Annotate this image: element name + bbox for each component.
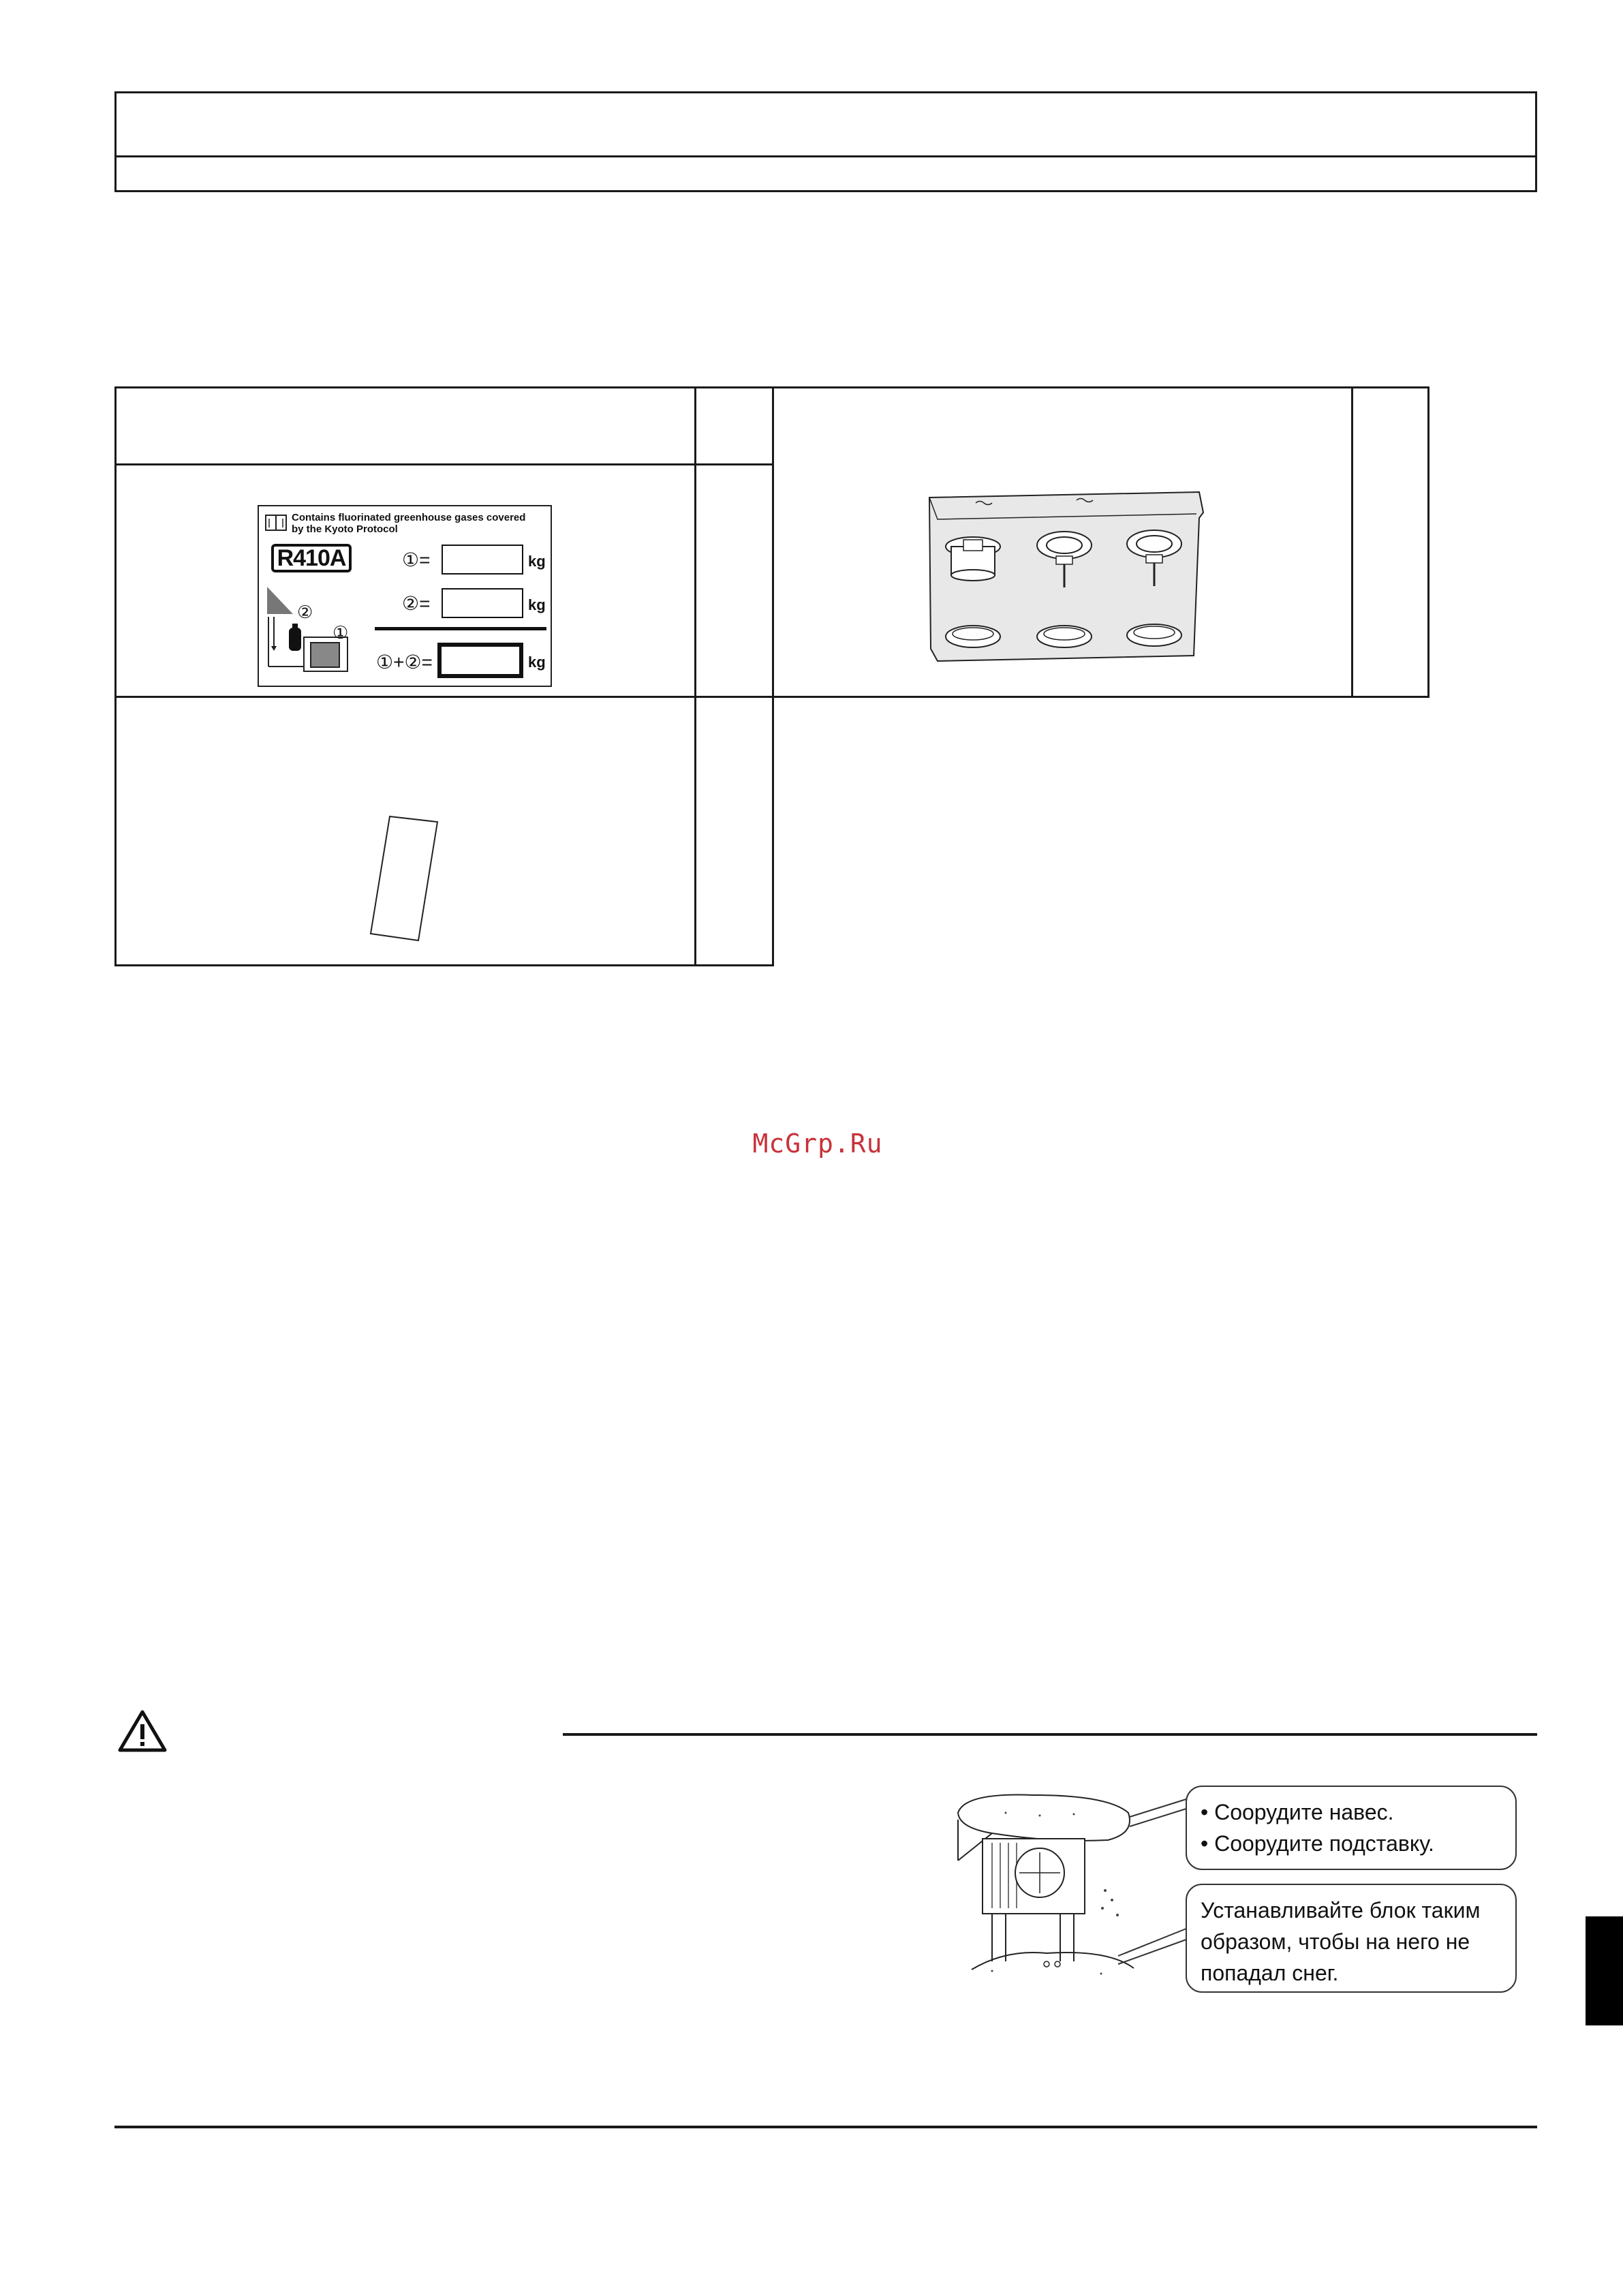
header-divider <box>114 155 1537 157</box>
row2-label: ②= <box>402 593 431 614</box>
row1-unit: kg <box>528 553 546 570</box>
label-header-line1: Contains fluorinated greenhouse gases covered <box>292 512 526 523</box>
table-col-divider-3 <box>1351 386 1353 698</box>
book-icon <box>264 513 288 532</box>
refrigerant-cycle-diagram <box>263 581 372 677</box>
row2-box <box>442 588 523 618</box>
table-row-divider-2 <box>114 696 1429 698</box>
snow-tip-line1: Устанавливайте блок таким <box>1201 1898 1481 1923</box>
drain-caps-illustration <box>924 485 1210 669</box>
table-row-divider-1 <box>114 463 773 465</box>
language-tab-marker <box>1586 1916 1623 2025</box>
snow-tip-bubble-2 <box>1186 1884 1517 1993</box>
row1-label: ①= <box>402 549 431 570</box>
label-sum-divider <box>375 627 546 630</box>
snow-tip-bubble-1 <box>1186 1786 1517 1870</box>
snow-tip-line3: попадал снег. <box>1201 1961 1339 1985</box>
refrigerant-name: R410A <box>277 545 346 571</box>
insulation-strip-illustration <box>362 811 444 947</box>
warning-triangle-icon <box>117 1709 168 1753</box>
refrigerant-badge <box>271 544 352 572</box>
label-header-line2: by the Kyoto Protocol <box>292 523 398 535</box>
row3-box <box>437 643 523 678</box>
row3-unit: kg <box>528 654 546 671</box>
warning-section-rule <box>563 1733 1537 1736</box>
table-col-divider-1 <box>694 386 696 966</box>
row1-box <box>442 545 523 575</box>
snow-tip-awning: • Соорудите навес. <box>1201 1800 1394 1824</box>
row2-unit: kg <box>528 596 546 613</box>
watermark: McGrp.Ru <box>752 1129 883 1159</box>
refrigerant-label <box>258 505 552 687</box>
outdoor-unit-snow-illustration <box>951 1786 1210 1990</box>
footer-rule <box>114 2126 1537 2128</box>
table-col-divider-2 <box>772 386 774 966</box>
table-right-border <box>1427 386 1429 698</box>
snow-tip-line2: образом, чтобы на него не <box>1201 1929 1470 1954</box>
row3-label: ①+②= <box>376 652 433 673</box>
table-left-border <box>114 386 117 966</box>
marker-1: ① <box>333 622 349 643</box>
header-frame <box>114 91 1537 192</box>
marker-2: ② <box>297 602 313 622</box>
table-bottom-border <box>114 964 773 966</box>
snow-tip-stand: • Соорудите подставку. <box>1201 1831 1434 1856</box>
